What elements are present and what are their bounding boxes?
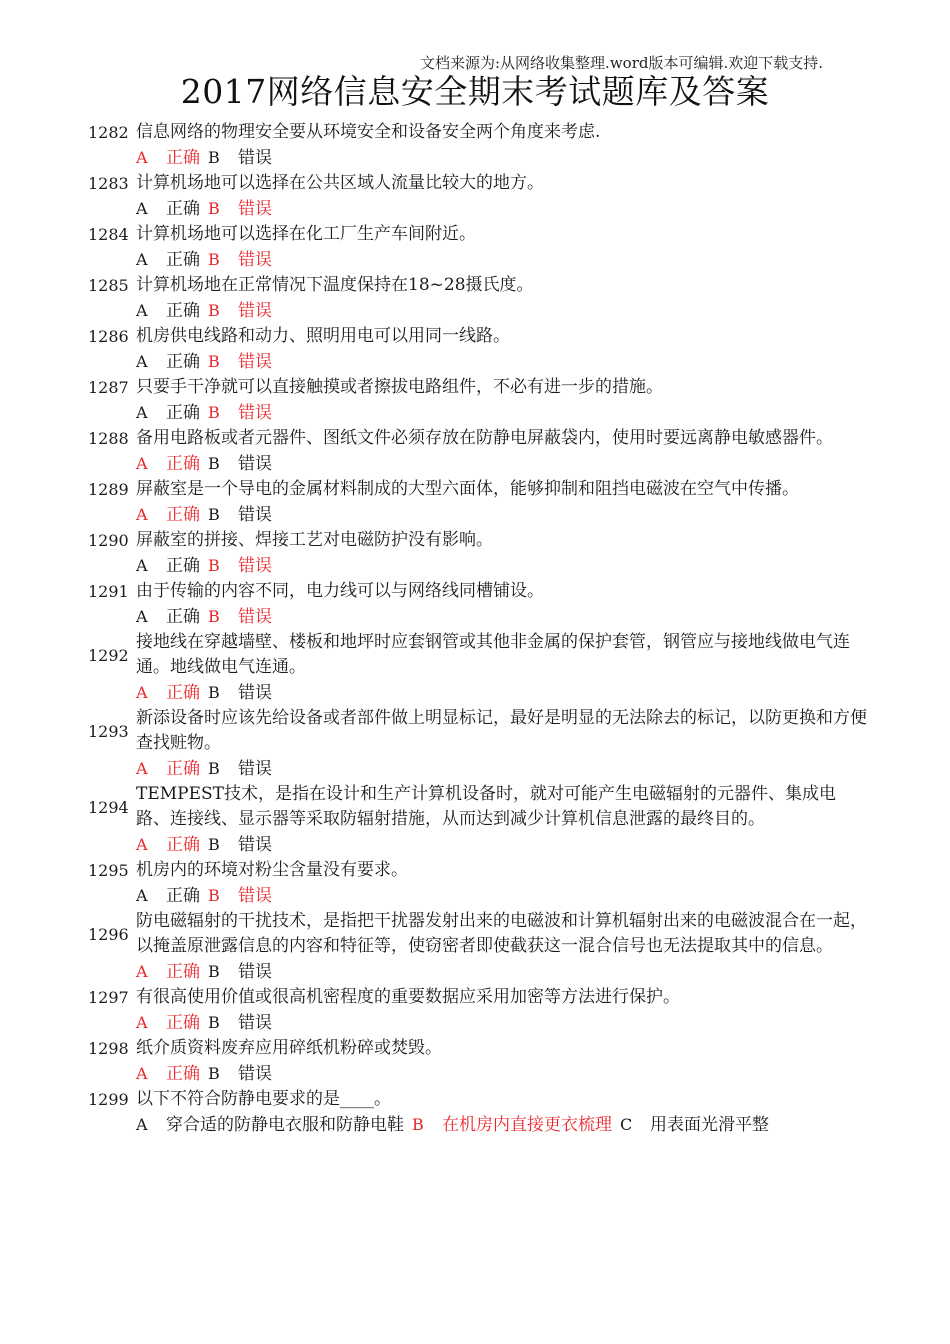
answer-option: [136, 247, 208, 273]
option-letter: B: [208, 454, 220, 473]
option-text: 错误: [238, 250, 272, 270]
option-text: 错误: [238, 454, 272, 474]
question-row: [88, 171, 868, 196]
option-text: 错误: [238, 1013, 272, 1033]
question-item: [88, 630, 868, 706]
option-text: 错误: [238, 886, 272, 906]
option-letter: B: [208, 1064, 220, 1083]
answer-options: [88, 680, 868, 706]
answer-option: [208, 349, 280, 375]
question-text: 屏蔽室的拼接、焊接工艺对电磁防护没有影响。: [136, 530, 493, 550]
question-item: [88, 171, 868, 222]
option-text: 错误: [238, 962, 272, 982]
question-number: 1292: [88, 645, 129, 665]
option-letter: A: [136, 1115, 148, 1134]
answer-options: [88, 247, 868, 273]
question-text: 有很高使用价值或很高机密程度的重要数据应采用加密等方法进行保护。: [136, 987, 680, 1007]
source-watermark: 文档来源为:从网络收集整理.word版本可编辑.欢迎下载支持.: [420, 54, 824, 72]
answer-options: [88, 756, 868, 782]
answer-option: [208, 451, 280, 477]
question-row: [88, 909, 868, 959]
option-text: 错误: [238, 835, 272, 855]
question-text: 纸介质资料废弃应用碎纸机粉碎或焚毁。: [136, 1038, 442, 1058]
question-row: [88, 324, 868, 349]
option-text: 正确: [166, 835, 200, 855]
option-letter: B: [208, 683, 220, 702]
option-letter: B: [208, 886, 220, 905]
question-row: [88, 1036, 868, 1061]
question-number: 1296: [88, 924, 129, 944]
answer-options: [88, 400, 868, 426]
answer-option: [208, 883, 280, 909]
question-number: 1283: [88, 174, 129, 193]
question-number: 1284: [88, 225, 129, 244]
answer-option: [136, 145, 208, 171]
option-text: 正确: [166, 759, 200, 779]
option-text: 错误: [238, 148, 272, 168]
question-row: [88, 706, 868, 756]
option-letter: A: [136, 683, 148, 702]
answer-option: [208, 959, 280, 985]
question-item: [88, 477, 868, 528]
option-text: 错误: [238, 352, 272, 372]
option-letter: A: [136, 1064, 148, 1083]
option-letter: B: [208, 759, 220, 778]
answer-option: [208, 553, 280, 579]
question-text: 防电磁辐射的干扰技术，是指把干扰器发射出来的电磁波和计算机辐射出来的电磁波混合在一起，以掩盖原泄露信息的内容和特征等，使窃密者即使截获这一混合信号也无法提取其中的信息。: [136, 911, 867, 956]
option-text: 错误: [238, 199, 272, 219]
option-letter: B: [208, 352, 220, 371]
question-number: 1293: [88, 721, 129, 741]
answer-option: [136, 451, 208, 477]
answer-option: [208, 196, 280, 222]
question-text: 备用电路板或者元器件、图纸文件必须存放在防静电屏蔽袋内，使用时要远离静电敏感器件。: [136, 428, 833, 448]
answer-option: [136, 959, 208, 985]
answer-options: [88, 298, 868, 324]
question-row: [88, 782, 868, 832]
option-letter: A: [136, 250, 148, 269]
option-text: 错误: [238, 1064, 272, 1084]
option-text: 正确: [166, 352, 200, 372]
question-row: [88, 426, 868, 451]
option-text: 正确: [166, 1013, 200, 1033]
answer-options: [88, 832, 868, 858]
question-text: 机房内的环境对粉尘含量没有要求。: [136, 860, 408, 880]
option-text: 错误: [238, 607, 272, 627]
question-text: 信息网络的物理安全要从环境安全和设备安全两个角度来考虑.: [136, 122, 601, 142]
answer-options: [88, 1112, 868, 1138]
question-item: [88, 528, 868, 579]
question-item: [88, 782, 868, 858]
option-letter: B: [208, 148, 220, 167]
option-letter: B: [208, 962, 220, 981]
option-text: 正确: [166, 454, 200, 474]
option-text: 正确: [166, 607, 200, 627]
answer-option: [412, 1112, 620, 1138]
answer-option: [136, 680, 208, 706]
option-text: 在机房内直接更衣梳理: [442, 1115, 612, 1135]
option-text: 正确: [166, 505, 200, 525]
answer-option: [208, 756, 280, 782]
answer-option: [136, 400, 208, 426]
question-item: [88, 909, 868, 985]
option-letter: A: [136, 835, 148, 854]
option-letter: B: [208, 403, 220, 422]
question-row: [88, 375, 868, 400]
option-text: 正确: [166, 403, 200, 423]
option-letter: A: [136, 403, 148, 422]
option-letter: A: [136, 301, 148, 320]
page-title: 2017网络信息安全期末考试题库及答案: [180, 72, 770, 111]
question-number: 1286: [88, 327, 129, 346]
answer-options: [88, 502, 868, 528]
question-number: 1285: [88, 276, 129, 295]
option-text: 错误: [238, 683, 272, 703]
question-row: [88, 528, 868, 553]
question-item: [88, 120, 868, 171]
question-text: 只要手干净就可以直接触摸或者擦拔电路组件，不必有进一步的措施。: [136, 377, 663, 397]
question-text: 以下不符合防静电要求的是____。: [136, 1089, 391, 1109]
question-item: [88, 222, 868, 273]
option-letter: A: [136, 148, 148, 167]
question-item: [88, 985, 868, 1036]
question-text: 新添设备时应该先给设备或者部件做上明显标记，最好是明显的无法除去的标记，以防更换和方便查找赃物。: [136, 708, 867, 753]
question-row: [88, 1087, 868, 1112]
question-row: [88, 858, 868, 883]
answer-option: [136, 883, 208, 909]
question-number: 1282: [88, 123, 129, 142]
question-number: 1291: [88, 582, 129, 601]
question-text: 计算机场地可以选择在公共区域人流量比较大的地方。: [136, 173, 544, 193]
question-row: [88, 579, 868, 604]
question-item: [88, 579, 868, 630]
answer-option: [208, 502, 280, 528]
answer-option: [136, 298, 208, 324]
question-number: 1298: [88, 1039, 129, 1058]
option-text: 用表面光滑平整: [650, 1115, 769, 1135]
option-text: 错误: [238, 301, 272, 321]
option-text: 正确: [166, 250, 200, 270]
answer-option: [136, 553, 208, 579]
answer-options: [88, 959, 868, 985]
answer-option: [208, 680, 280, 706]
option-letter: B: [412, 1115, 424, 1134]
option-letter: B: [208, 250, 220, 269]
question-number: 1297: [88, 988, 129, 1007]
option-letter: A: [136, 454, 148, 473]
question-item: [88, 1036, 868, 1087]
option-text: 正确: [166, 683, 200, 703]
answer-options: [88, 883, 868, 909]
option-letter: A: [136, 886, 148, 905]
answer-option: [208, 298, 280, 324]
question-number: 1289: [88, 480, 129, 499]
answer-options: [88, 196, 868, 222]
answer-options: [88, 451, 868, 477]
answer-option: [208, 145, 280, 171]
option-text: 错误: [238, 505, 272, 525]
option-letter: B: [208, 835, 220, 854]
answer-option: [136, 349, 208, 375]
question-row: [88, 477, 868, 502]
question-row: [88, 222, 868, 247]
option-letter: A: [136, 759, 148, 778]
answer-option: [208, 604, 280, 630]
question-text: TEMPEST技术，是指在设计和生产计算机设备时，就对可能产生电磁辐射的元器件、集成电路、连接线、显示器等采取防辐射措施，从而达到减少计算机信息泄露的最终目的。: [136, 784, 836, 829]
answer-option: [136, 1010, 208, 1036]
answer-option: [136, 604, 208, 630]
answer-options: [88, 1061, 868, 1087]
question-text: 机房供电线路和动力、照明用电可以用同一线路。: [136, 326, 510, 346]
answer-option: [136, 756, 208, 782]
question-list: [88, 120, 868, 1138]
question-text: 计算机场地在正常情况下温度保持在18~28摄氏度。: [136, 275, 534, 295]
question-item: [88, 426, 868, 477]
question-text: 由于传输的内容不同，电力线可以与网络线同槽铺设。: [136, 581, 544, 601]
option-text: 正确: [166, 962, 200, 982]
answer-option: [136, 832, 208, 858]
question-item: [88, 706, 868, 782]
answer-options: [88, 349, 868, 375]
option-letter: B: [208, 1013, 220, 1032]
question-item: [88, 273, 868, 324]
answer-option: [136, 1061, 208, 1087]
question-text: 屏蔽室是一个导电的金属材料制成的大型六面体，能够抑制和阻挡电磁波在空气中传播。: [136, 479, 799, 499]
question-number: 1290: [88, 531, 129, 550]
question-item: [88, 1087, 868, 1138]
answer-option: [208, 247, 280, 273]
question-item: [88, 858, 868, 909]
question-number: 1288: [88, 429, 129, 448]
option-text: 错误: [238, 556, 272, 576]
question-item: [88, 324, 868, 375]
answer-options: [88, 1010, 868, 1036]
question-number: 1299: [88, 1090, 129, 1109]
option-letter: A: [136, 505, 148, 524]
option-letter: B: [208, 556, 220, 575]
answer-option: [208, 1010, 280, 1036]
question-text: 接地线在穿越墙壁、楼板和地坪时应套钢管或其他非金属的保护套管，钢管应与接地线做电气连通。地线做电气连通。: [136, 632, 850, 677]
option-text: 穿合适的防静电衣服和防静电鞋: [166, 1115, 404, 1135]
question-number: 1287: [88, 378, 129, 397]
option-letter: C: [620, 1115, 633, 1134]
option-text: 错误: [238, 403, 272, 423]
option-text: 正确: [166, 1064, 200, 1084]
option-letter: B: [208, 199, 220, 218]
option-text: 正确: [166, 556, 200, 576]
question-item: [88, 375, 868, 426]
option-letter: A: [136, 1013, 148, 1032]
answer-option: [208, 1061, 280, 1087]
question-row: [88, 273, 868, 298]
answer-option: [136, 502, 208, 528]
option-letter: A: [136, 962, 148, 981]
question-number: 1295: [88, 861, 129, 880]
option-letter: A: [136, 352, 148, 371]
answer-option: [208, 832, 280, 858]
option-text: 错误: [238, 759, 272, 779]
option-letter: B: [208, 607, 220, 626]
question-row: [88, 120, 868, 145]
question-row: [88, 985, 868, 1010]
option-letter: B: [208, 301, 220, 320]
answer-option: [136, 1112, 412, 1138]
answer-option: [620, 1112, 777, 1138]
option-letter: A: [136, 607, 148, 626]
answer-options: [88, 604, 868, 630]
option-text: 正确: [166, 301, 200, 321]
option-letter: A: [136, 556, 148, 575]
question-text: 计算机场地可以选择在化工厂生产车间附近。: [136, 224, 476, 244]
option-text: 正确: [166, 886, 200, 906]
question-number: 1294: [88, 797, 129, 817]
answer-option: [136, 196, 208, 222]
option-letter: A: [136, 199, 148, 218]
option-text: 正确: [166, 148, 200, 168]
answer-options: [88, 145, 868, 171]
option-letter: B: [208, 505, 220, 524]
answer-options: [88, 553, 868, 579]
question-row: [88, 630, 868, 680]
answer-option: [208, 400, 280, 426]
option-text: 正确: [166, 199, 200, 219]
